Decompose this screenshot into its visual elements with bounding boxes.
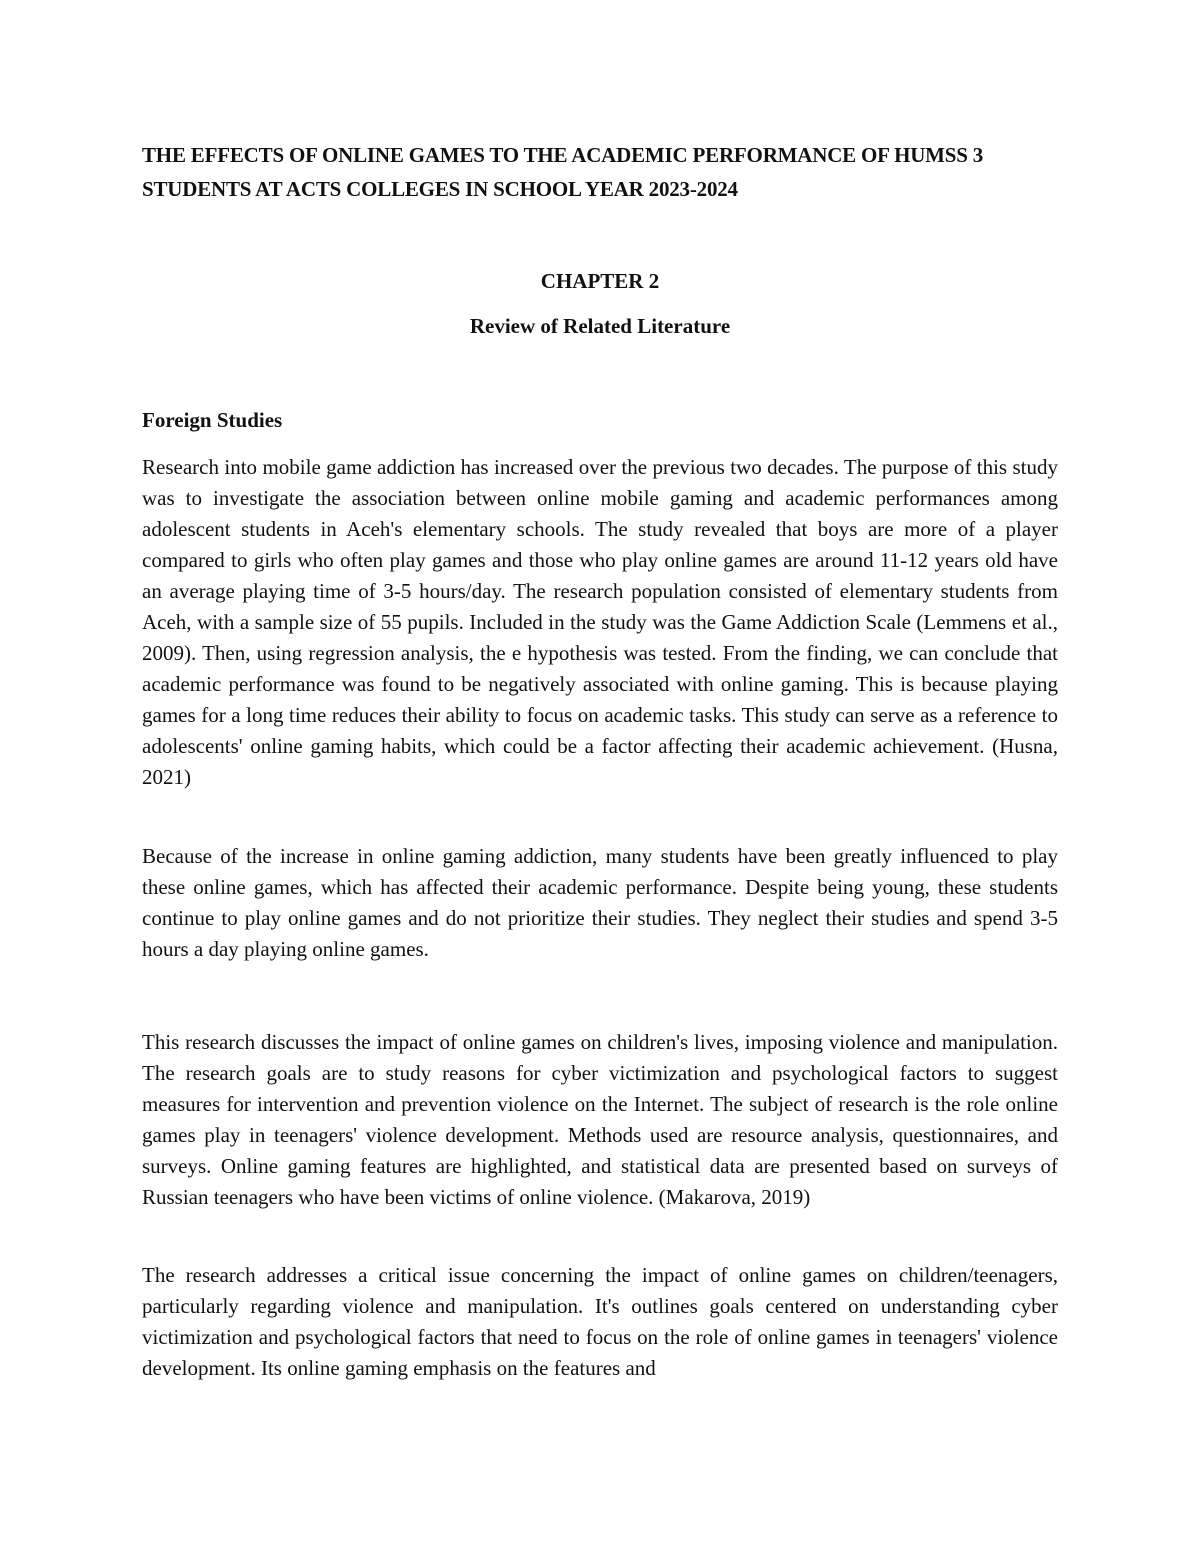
body-paragraph: The research addresses a critical issue concerning the impact of online games on children/teenagers, particularly regarding violence and manipulation. It's outlines goals centered on understanding cyber victimization and psychological factors that need to focus on the role of online games in teenagers' violence development. Its online gaming emphasis on the features and	[142, 1263, 1058, 1380]
body-paragraph: This research discusses the impact of online games on children's lives, imposing violence and manipulation. The research goals are to study reasons for cyber victimization and psychological factors to suggest measures for intervention and prevention violence on the Internet. The subject of research is the role online games play in teenagers' violence development. Methods used are resource analysis, questionnaires, and surveys. Online gaming features are highlighted, and statistical data are presented based on surveys of Russian teenagers who have been victims of online violence. (Makarova, 2019)	[142, 1030, 1058, 1209]
document-title: THE EFFECTS OF ONLINE GAMES TO THE ACADEMIC PERFORMANCE OF HUMSS 3 STUDENTS AT ACTS COLLEGES IN SCHOOL YEAR 2023-2024	[142, 143, 984, 201]
body-paragraph: Because of the increase in online gaming addiction, many students have been greatly influenced to play these online games, which has affected their academic performance. Despite being young, these students continue to play online games and do not prioritize their studies. They neglect their studies and spend 3-5 hours a day playing online games.	[142, 844, 1058, 961]
chapter-subtitle: Review of Related Literature	[469, 314, 731, 338]
body-paragraph: Research into mobile game addiction has increased over the previous two decades. The purpose of this study was to investigate the association between online mobile gaming and academic performances among adolescent students in Aceh's elementary schools. The study revealed that boys are more of a player compared to girls who often play games and those who play online games are around 11-12 years old have an average playing time of 3-5 hours/day. The research population consisted of elementary students from Aceh, with a sample size of 55 pupils. Included in the study was the Game Addiction Scale (Lemmens et al., 2009). Then, using regression analysis, the e hypothesis was tested. From the finding, we can conclude that academic performance was found to be negatively associated with online gaming. This is because playing games for a long time reduces their ability to focus on academic tasks. This study can serve as a reference to adolescents' online gaming habits, which could be a factor affecting their academic achievement. (Husna, 2021)	[142, 455, 1058, 789]
page-content	[142, 138, 1058, 1380]
section-heading: Foreign Studies	[142, 408, 283, 432]
chapter-heading: CHAPTER 2	[540, 269, 660, 293]
